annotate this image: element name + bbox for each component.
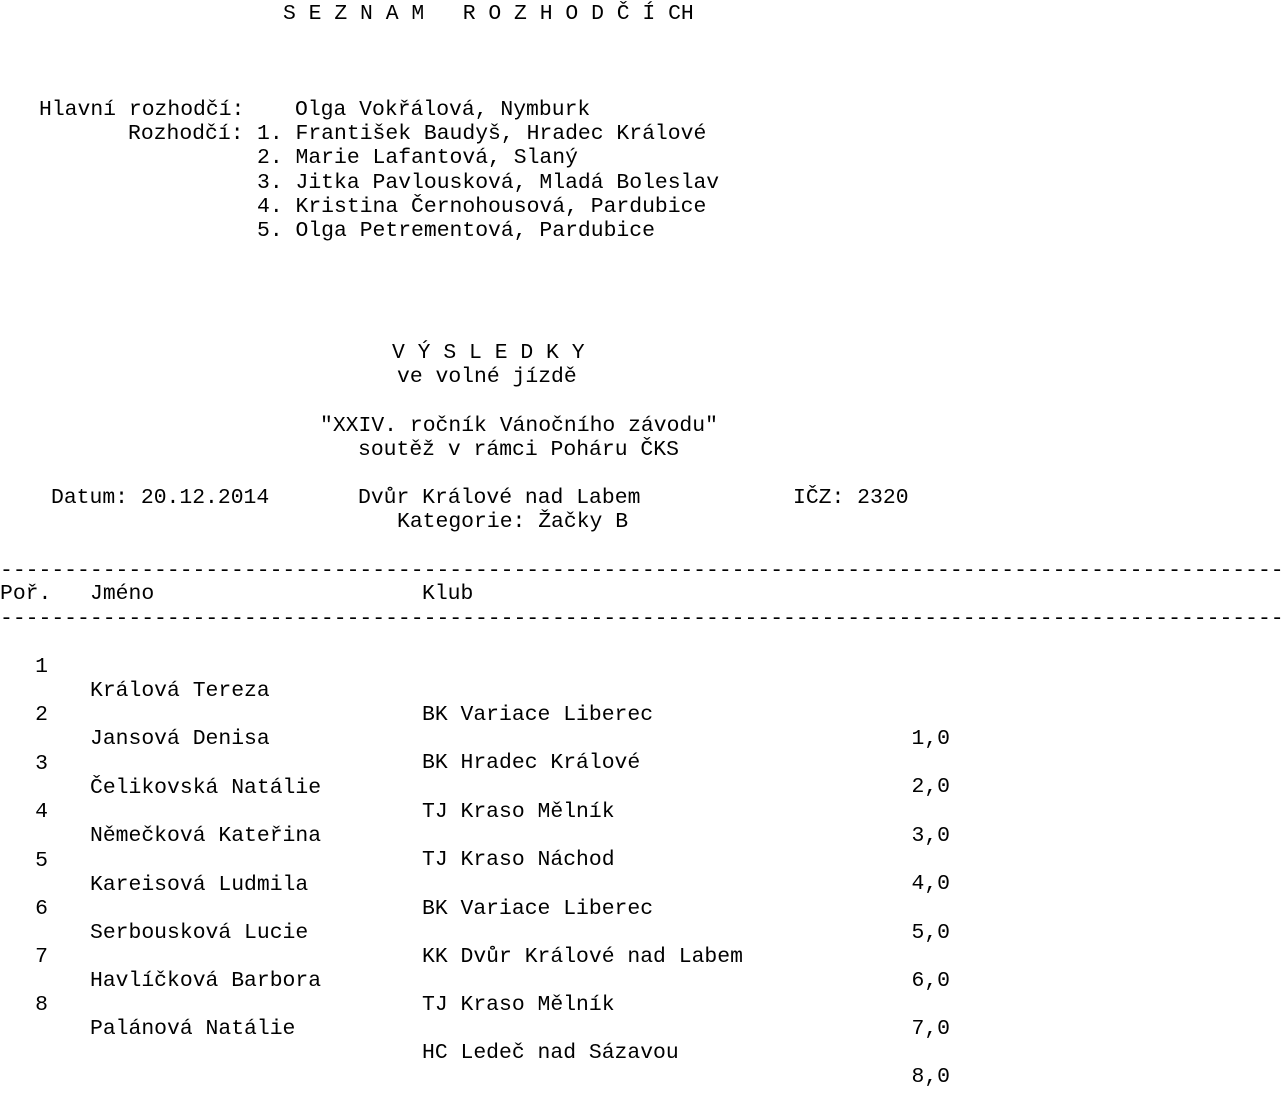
judge-item: 5. Olga Petrementová, Pardubice [257,219,655,243]
row-rank: 4 [35,800,48,824]
event-place: Dvůr Králové nad Labem [358,486,641,510]
row-rank: 6 [35,897,48,921]
results-subheading: ve volné jízdě [397,365,577,389]
row-club: HC Ledeč nad Sázavou [422,1041,679,1065]
judge-item: 2. Marie Lafantová, Slaný [257,146,578,170]
row-club: TJ Kraso Mělník [422,993,615,1017]
page-title: S E Z N A M R O Z H O D Č Í CH [283,2,694,26]
judge-item: 1. František Baudyš, Hradec Králové [257,122,707,146]
row-name: Jansová Denisa [90,727,270,751]
row-score: 1,0 [911,727,950,751]
row-club: TJ Kraso Mělník [422,800,615,824]
row-rank: 2 [35,703,48,727]
row-club: KK Dvůr Králové nad Labem [422,945,743,969]
separator-bottom: ---------------------------------------------------------------------------------------------------- [0,607,1284,631]
row-name: Havlíčková Barbora [90,969,322,993]
event-icz: IČZ: 2320 [793,486,909,510]
row-name: Palánová Natálie [90,1017,296,1041]
header-club: Klub [422,582,474,606]
row-score: 7,0 [911,1017,950,1041]
event-date: Datum: 20.12.2014 [51,486,270,510]
row-rank: 7 [35,945,48,969]
row-score: 6,0 [911,969,950,993]
header-name: Jméno [90,582,155,606]
row-rank: 8 [35,993,48,1017]
row-name: Serbousková Lucie [90,921,309,945]
row-rank: 5 [35,849,48,873]
row-rank: 1 [35,655,48,679]
event-series: soutěž v rámci Poháru ČKS [358,438,679,462]
row-club: TJ Kraso Náchod [422,848,615,872]
row-score: 5,0 [911,921,950,945]
row-name: Králová Tereza [90,679,270,703]
event-name: "XXIV. ročník Vánočního závodu" [320,414,718,438]
judge-item: 4. Kristina Černohousová, Pardubice [257,195,707,219]
row-score: 3,0 [911,824,950,848]
event-category: Kategorie: Žačky B [397,510,629,534]
row-score: 4,0 [911,872,950,896]
row-name: Kareisová Ludmila [90,873,309,897]
table-header [0,582,960,606]
row-name: Čelikovská Natálie [90,776,322,800]
row-rank: 3 [35,752,48,776]
row-club: BK Variace Liberec [422,703,654,727]
header-rank: Poř. [0,582,52,606]
separator-top: ---------------------------------------------------------------------------------------------------- [0,559,1284,583]
row-club: BK Hradec Králové [422,751,641,775]
row-score: 2,0 [911,775,950,799]
row-club: BK Variace Liberec [422,897,654,921]
row-score: 8,0 [911,1065,950,1089]
head-judge-name: Olga Vokřálová, Nymburk [295,98,591,122]
judge-item: 3. Jitka Pavlousková, Mladá Boleslav [257,171,720,195]
row-name: Němečková Kateřina [90,824,322,848]
head-judge-label: Hlavní rozhodčí: [39,98,245,122]
judges-label: Rozhodčí: [128,122,244,146]
results-heading: V Ý S L E D K Y [392,341,585,365]
